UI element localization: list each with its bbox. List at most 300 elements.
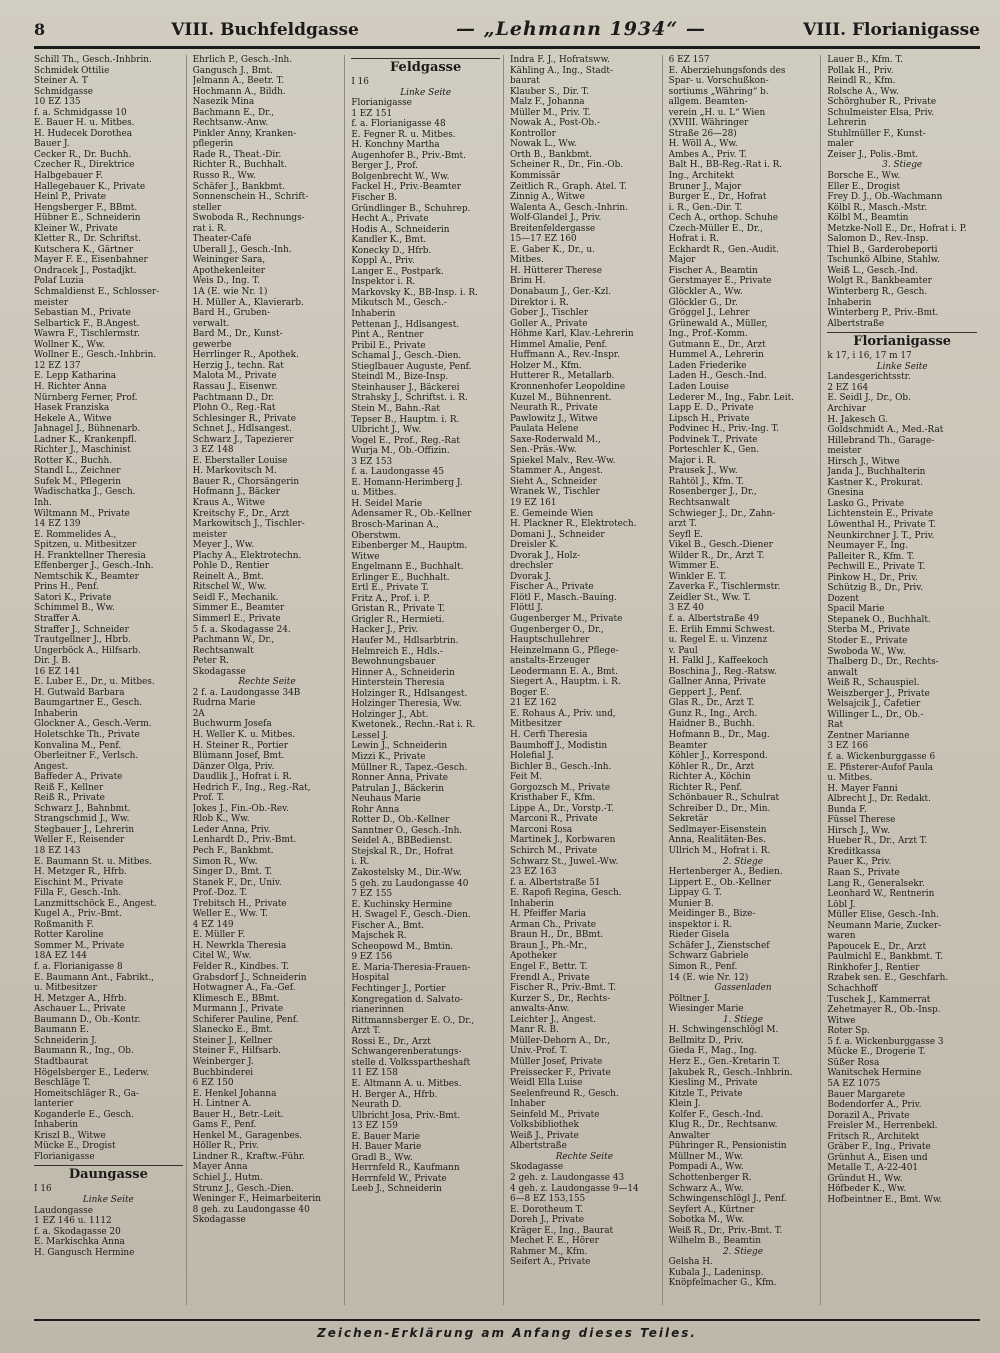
directory-entry: E. Erlih Emmi Schwest. [668,624,776,635]
directory-entry: Steiner J., Kellner [192,1035,273,1046]
directory-entry: Pachmann W., Dr., [192,635,275,646]
directory-entry: Schreiber D., Dr., Min. [668,803,771,814]
directory-entry: Holzer M., Kfm. [510,360,582,371]
directory-entry: Augenhofer B., Priv.-Bmt. [351,150,466,161]
directory-entry: Beamter [668,740,708,751]
directory-entry: Rahtöl J., Kfm. T. [668,476,744,487]
directory-entry: Schäfer J., Bankbmt. [192,181,286,192]
directory-entry: Baumann R., Ing., Ob. [34,1046,134,1057]
directory-entry: arzt T. [668,519,697,530]
directory-entry: Huffmann A., Rev.-Inspr. [510,350,620,361]
directory-entry: Straße 26—28) [668,128,737,139]
directory-entry: Höfbeder K., Ww. [827,1184,907,1195]
directory-entry: Fritsch R., Architekt [827,1131,920,1142]
directory-entry: Straffer A. [34,613,82,624]
directory-entry: Leichter J., Angest. [510,1014,596,1025]
directory-entry: anstalts-Erzeuger [510,656,590,667]
directory-entry: Schill Th., Gesch.-Inhbrin. [34,55,152,65]
directory-entry: Stammer A., Angest. [510,466,603,477]
directory-entry: Donabaum J., Ger.-Kzl. [510,287,612,298]
directory-entry: Schneiderin J. [34,1035,97,1046]
directory-entry: H. Gutwald Barbara [34,687,125,698]
directory-entry: Gründlinger B., Schuhrep. [351,203,471,214]
directory-entry: Köhler R., Dr., Arzt [668,761,755,772]
directory-entry: Paulata Helene [510,424,579,435]
directory-entry: Holefial J. [510,751,554,762]
directory-entry: Kölbl M., Beamtin [827,213,909,224]
directory-entry: Russo R., Ww. [192,171,256,182]
directory-entry: Selbartick F., B.Angest. [34,318,140,329]
directory-entry: 11 EZ 158 [351,1068,398,1079]
directory-entry: Müller-Dehorn A., Dr., [510,1035,611,1046]
directory-entry: Inhaberin [34,708,78,719]
directory-entry: Heinl P., Private [34,192,107,203]
directory-entry: Wiesinger Marie [668,1004,744,1015]
directory-entry: Zeitlich R., Graph. Atel. T. [510,181,627,192]
directory-entry: Hacker J., Priv. [351,625,419,636]
directory-entry: Linke Seite [82,1194,134,1205]
directory-entry: Schwarz St., Juwel.-Ww. [510,856,619,867]
directory-entry: Leonhard W., Rentnerin [827,889,935,900]
directory-entry: Hedrich F., Ing., Reg.-Rat, [192,782,311,793]
directory-entry: Siegert A., Hauptm. i. R. [510,677,621,688]
directory-entry: Thiel B., Garderobeporti [827,244,938,255]
directory-entry: Nürnberg Ferner, Prof. [34,392,138,403]
directory-entry: Saxe-Roderwald M., [510,434,601,445]
directory-entry: Pechwill E., Private T. [827,562,926,573]
directory-entry: drechsler [510,561,553,572]
directory-entry: Hofbeintner E., Bmt. Ww. [827,1194,943,1205]
directory-entry: Kastner K., Prokurat. [827,477,924,488]
directory-entry: Reiß F., Kellner [34,782,104,793]
directory-entry: Lenhardt D., Priv.-Bmt. [192,835,297,846]
directory-entry: Nemtschik K., Beamter [34,571,139,582]
directory-entry: Zakostelsky M., Dir.-Ww. [351,868,463,879]
directory-entry: E. Bauer Marie [351,1131,421,1142]
directory-entry: Pettenan J., Hdlsangest. [351,319,460,330]
directory-entry: Müllner M., Ww. [668,1151,744,1162]
directory-entry: Buchwurm Josefa [192,719,272,730]
directory-entry: Prof. T. [192,793,225,804]
directory-entry: Winterberg P., Priv.-Bmt. [827,308,939,319]
directory-entry: Ambes A., Priv. T. [668,149,747,160]
directory-entry: Mitbesitzer [510,719,562,730]
directory-entry: Mitbes. [510,255,544,266]
directory-entry: Glas R., Dr., Arzt T. [668,698,755,709]
directory-entry: Glöckler G., Dr. [668,297,738,308]
directory-entry: Richter R., Penf. [668,782,743,793]
directory-entry: Stuhlmüller F., Kunst- [827,128,926,139]
directory-entry: H. Pfeiffer Maria [510,909,587,920]
directory-entry: Bruner J., Major [668,181,742,192]
directory-entry: Weiszberger J., Private [827,688,930,699]
directory-entry: Sedlmayer-Eisenstein [668,824,767,835]
directory-entry: Salomon D., Rev.-Insp. [827,234,929,245]
directory-entry: E. Gaber K., Dr., u. [510,244,595,255]
directory-entry: Laden H., Gesch.-Ind. [668,371,767,382]
directory-entry: f. a. Florianigasse 48 [351,119,446,130]
directory-entry: k 17, i 16, 17 m 17 [827,351,912,362]
directory-entry: Herzig J., techn. Rat [192,360,284,371]
directory-entry: Lessel J. [351,730,389,741]
directory-entry: Weinberger J. [192,1056,254,1067]
directory-entry: Boger E. [510,687,550,698]
directory-entry: Stejskal R., Dr., Hofrat [351,846,454,857]
directory-entry: Florianigasse [34,1151,95,1162]
directory-entry: Bauer H., Betr.-Leit. [192,1109,284,1120]
directory-entry: Flöttl J. [510,603,543,614]
directory-entry: Baumhoff J., Modistin [510,740,608,751]
directory-entry: Bauer Margarete [827,1089,906,1100]
directory-entry: Plohn O., Reg.-Rat [192,403,276,414]
directory-entry: Kletter R., Dr. Schriftst. [34,234,141,245]
directory-entry: Aschauer L., Private [34,1004,126,1015]
directory-column-5 [669,55,822,1305]
directory-entry: Dvorak J. [510,571,551,582]
directory-entry: Pollak H., Priv. [827,65,894,76]
directory-entry: Strangschmid J., Ww. [34,814,130,825]
directory-entry: Braun H., Dr., BBmt. [510,930,604,941]
directory-entry: Prof.-Doz. T. [192,888,248,899]
directory-entry: Rechte Seite [238,677,296,688]
directory-entry: H. Newrkla Theresia [192,940,287,951]
directory-entry: Rade R., Theat.-Dir. [192,149,282,160]
directory-entry: 21 EZ 162 [510,698,557,709]
directory-entry: H. Plackner R., Elektrotech. [510,519,637,530]
directory-entry: H. Gangusch Hermine [34,1247,135,1258]
directory-entry: Kristhaber F., Kfm. [510,793,596,804]
directory-entry: (XVIII. Währinger [668,118,749,129]
directory-entry: H. Metzger A., Hfrb. [34,993,127,1004]
directory-entry: steller [192,202,222,213]
directory-entry: Goller A., Private [510,318,588,329]
directory-entry: Schäfer J., Zienstschef [668,940,770,951]
directory-entry: Gutmann E., Dr., Arzt [668,339,766,350]
directory-entry: Hinner A., Schneiderin [351,667,455,678]
directory-entry: 18 EZ 143 [34,846,81,857]
directory-entry: Weller F., Reisender [34,835,125,846]
directory-entry: Welsajcik J., Cafetier [827,699,921,710]
directory-entry: E. Gemeinde Wien [510,508,594,519]
directory-entry: 6—8 EZ 153,155 [510,1194,586,1205]
directory-entry: Eckhardt R., Gen.-Audit. [668,244,779,255]
directory-entry: Löbl J. [827,899,856,910]
directory-entry: Ulbricht J., Ww. [351,425,422,436]
directory-entry: Wadischatka J., Gesch. [34,487,136,498]
directory-entry: Reiß R., Private [34,793,105,804]
directory-entry: Domani J., Schneider [510,529,605,540]
directory-entry: Kwetonek., Rechn.-Rat i. R. [351,720,476,731]
directory-entry: Palleiter R., Kfm. T. [827,551,915,562]
directory-entry: Wimmer E. [668,561,719,572]
directory-entry: 6 EZ 157 [668,55,710,65]
directory-entry: Raan S., Private [827,868,900,879]
page-header [34,18,980,49]
directory-entry: Kreditkassa [827,846,881,857]
directory-entry: H. Markovitsch M. [192,466,277,477]
directory-entry: Schmaldienst E., Schlosser- [34,287,160,298]
directory-entry: Högelsberger E., Lederw. [34,1067,150,1078]
directory-entry: Klein J. [668,1099,701,1110]
directory-entry: Spiekel Malv., Rev.-Ww. [510,455,616,466]
directory-entry: Hinterstein Theresia [351,678,445,689]
directory-entry: H. Bauer Marie [351,1142,422,1153]
directory-entry: stelle d. Volksspartheshaft [351,1057,471,1068]
directory-entry: Herz E., Gen.-Kretarin T. [668,1056,781,1067]
directory-entry: Freisler M., Herrenbekl. [827,1121,938,1132]
directory-entry: Neumann Marie, Zucker- [827,920,942,931]
directory-entry: Laudongasse [34,1205,93,1216]
directory-entry: Süßer Rosa [827,1057,880,1068]
directory-entry: Spacil Marie [827,604,885,615]
directory-entry: Himmel Amalie, Penf. [510,339,608,350]
directory-entry: Kölbl R., Masch.-Mstr. [827,202,928,213]
directory-entry: Janda J., Buchhalterin [827,467,926,478]
directory-entry: Rossi E., Dr., Arzt [351,1036,431,1047]
directory-entry: Gräber F., Ing., Private [827,1142,931,1153]
directory-entry: Murmann J., Private [192,1004,284,1015]
directory-entry: Pint A., Rentner [351,330,424,341]
directory-entry: Pompadi A., Ww. [668,1162,744,1173]
directory-entry: 14 EZ 139 [34,519,81,530]
directory-entry: Henkel M., Garagenbes. [192,1130,303,1141]
directory-entry: Lewin J., Schneiderin [351,741,448,752]
directory-entry: Czecher R., Direktrice [34,160,135,171]
directory-entry: Seinfeld M., Private [510,1109,600,1120]
directory-entry: Rotter D., Ob.-Kellner [351,815,450,826]
directory-entry: Glockner A., Gesch.-Verm. [34,719,152,730]
directory-entry: f. a. Schmidgasse 10 [34,107,127,118]
directory-entry: Hauptschullehrer [510,635,590,646]
directory-entry: Ronner Anna, Private [351,773,449,784]
directory-entry: Winterberg R., Gesch. [827,287,928,298]
directory-entry: Herrnfeld R., Kaufmann [351,1163,460,1174]
directory-entry: Burger E., Dr., Hofrat [668,192,767,203]
directory-entry: Arzt T. [351,1026,381,1037]
directory-entry: Scheiner R., Dr., Fin.-Ob. [510,160,624,171]
directory-entry: Schwarz A., Ww. [668,1183,744,1194]
directory-entry: Skodagasse [192,1215,246,1226]
directory-entry: Seidl F., Mechanik. [192,592,279,603]
directory-entry: E. Fegner R. u. Mitbes. [351,129,456,140]
directory-entry: Schützig B., Dr., Priv. [827,583,924,594]
directory-entry: Direktor i. R. [510,297,569,308]
directory-entry: Überall J., Gesch.-Inh. [192,244,292,255]
directory-entry: inspektor i. R. [668,919,733,930]
directory-entry: Sufek M., Pflegerin [34,476,121,487]
directory-entry: E. Rommelides A., [34,529,117,540]
directory-entry: Schwieger J., Dr., Zahn- [668,508,776,519]
directory-entry: Engelmann E., Buchhalt. [351,562,464,573]
directory-entry: Reindl R., Kfm. [827,76,896,87]
directory-entry: Sebastian M., Private [34,308,131,319]
directory-entry: Arman Ch., Private [510,919,597,930]
directory-entry: E. Baumann St. u. Mitbes. [34,856,153,867]
directory-entry: Prausek J., Ww. [668,466,738,477]
directory-entry: Univ.-Prof. T. [510,1046,568,1057]
directory-entry: Hengsberger F., BBmt. [34,202,138,213]
directory-entry: Bunda F. [827,804,867,815]
directory-entry: Bellmitz D., Priv. [668,1035,744,1046]
directory-entry: Wolgt R., Bankbeamter [827,276,932,287]
directory-entry: meister [34,297,69,308]
directory-entry: Dreisler K. [510,540,559,551]
directory-entry: Oberstwm. [351,530,401,541]
directory-entry: Gründut H., Ww. [827,1173,903,1184]
directory-entry: Pinkow H., Dr., Priv. [827,572,918,583]
directory-entry: Hirsch J., Ww. [827,825,891,836]
directory-entry: Pachtmann D., Dr. [192,392,275,403]
directory-entry: 10 EZ 135 [34,97,81,108]
directory-entry: H. Mayer Fanni [827,783,898,794]
directory-entry: Stanek F., Dr., Univ. [192,877,282,888]
directory-entry: Tuschek J., Kammerrat [827,994,931,1005]
directory-entry: Neurath R., Private [510,403,598,414]
directory-entry: Seelenfreund R., Gesch. [510,1088,619,1099]
directory-entry: Holzinger Theresia, Ww. [351,699,462,710]
directory-entry: Kraus A., Witwe [192,497,266,508]
directory-entry: Gugenberger O., Dr., [510,624,604,635]
directory-entry: Swoboda R., Rechnungs- [192,213,305,224]
directory-entry: Rinkhofer J., Rentier [827,962,920,973]
directory-entry: Gröggel J., Lehrer [668,308,750,319]
directory-entry: Schiferer Pauline, Penf. [192,1014,299,1025]
directory-entry: Brim H. [510,276,546,287]
directory-entry: Weininger Sara, [192,255,266,266]
directory-entry: Pühringer R., Pensionistin [668,1141,787,1152]
directory-entry: Hospital [351,973,390,984]
directory-entry: Schwarz J., Bahnbmt. [34,803,131,814]
directory-entry: Pöltner J. [668,993,710,1004]
directory-entry: 6 EZ 150 [192,1078,234,1089]
directory-entry: Gober J., Tischler [510,308,589,319]
directory-entry: 1. Stiege [723,1014,763,1025]
directory-entry: Rahmer M., Kfm. [510,1246,588,1257]
directory-entry: lanterier [34,1099,74,1110]
directory-entry: Gassenladen [714,983,772,994]
directory-entry: Richter A., Köchin [668,772,751,783]
directory-entry: 7 EZ 155 [351,889,393,900]
directory-entry: Daungasse [34,1165,183,1184]
directory-entry: Rat [827,720,844,731]
directory-entry: Müller M., Priv. T. [510,107,591,118]
directory-entry: Lichtenstein E., Private [827,509,934,520]
directory-entry: E. Seidl J., Dr., Ob. [827,393,911,404]
directory-entry: Kutschera K., Gärtner [34,244,134,255]
directory-entry: Rassau J., Eisenwr. [192,381,278,392]
directory-entry: Müller Elise, Gesch.-Inh. [827,910,939,921]
directory-entry: Rechte Seite [555,1151,613,1162]
footer-note: Zeichen-Erklärung am Anfang dieses Teiles. [34,1319,980,1347]
directory-entry: Hotwagner A., Fa.-Gef. [192,983,296,994]
directory-entry: Metalle T., A-22-401 [827,1163,918,1174]
directory-entry: Hueber R., Dr., Arzt T. [827,836,928,847]
directory-entry: Feldgasse [351,58,500,77]
directory-entry: Lasko G., Private [827,498,905,509]
directory-entry: Herrlinger R., Apothek. [192,350,299,361]
directory-entry: Simmer E., Beamter [192,603,285,614]
directory-entry: H. Hütterer Therese [510,265,602,276]
directory-entry: Reinelt A., Bmt. [192,571,264,582]
directory-entry: 1A (E. wie Nr. 1) [192,287,268,298]
directory-entry: Lehrerin [827,118,867,129]
directory-entry: Stadtbaurat [34,1056,88,1067]
directory-entry: Glöckler A., Ww. [668,287,743,298]
directory-entry: Schlesinger R., Private [192,413,296,424]
directory-entry: E. Rapofi Regina, Gesch. [510,888,622,899]
directory-entry: Bachmann E., Dr., [192,107,275,118]
directory-entry: Mayer F. E., Eisenbahner [34,255,148,266]
directory-entry: E. Maria-Theresia-Frauen- [351,962,471,973]
directory-entry: Gams F., Penf. [192,1120,257,1131]
directory-entry: Hofmann B., Dr., Mag. [668,730,770,740]
directory-entry: Konvalina M., Penf. [34,740,122,751]
header-center-title: — „Lehmann 1934“ — [456,18,706,40]
directory-entry: E. Pfisterer-Aufof Paula [827,762,934,773]
directory-entry: Cecker R., Dr. Buchh. [34,149,132,160]
directory-entry: i. R., Gen.-Dir. T. [668,202,743,213]
directory-entry: Lauer B., Kfm. T. [827,55,903,65]
directory-entry: Fischer B. [351,193,398,204]
directory-entry: Simmerl E., Private [192,613,281,624]
directory-entry: Schiel J., Hutm. [192,1172,263,1183]
directory-entry: i. R. [351,857,370,868]
directory-entry: Hodis A., Schneiderin [351,224,450,235]
directory-entry: Marconi R., Private [510,814,598,825]
directory-entry: Bolgenbrecht W., Ww. [351,171,450,182]
directory-entry: Roter Sp. [827,1026,870,1037]
directory-entry: Witwe [351,551,380,562]
directory-entry: Lippe A., Dr., Vorstp.-T. [510,803,614,814]
directory-entry: Steinhauser J., Bäckerei [351,382,460,393]
directory-entry: Frendl A., Private [510,972,590,983]
directory-entry: Doreh J., Private [510,1215,584,1226]
directory-entry: Feit M. [510,772,543,783]
directory-entry: Beschläge T. [34,1078,91,1089]
directory-entry: Goldschmidt A., Med.-Rat [827,425,944,436]
directory-entry: H. Lintner A. [192,1099,252,1110]
directory-entry: Gieda F., Mag., Ing. [668,1046,758,1057]
directory-entry: Scheopowd M., Bmtin. [351,941,454,952]
directory-entry: Weiß J., Private [510,1130,579,1141]
directory-entry: 5 geh. zu Laudongasse 40 [351,878,469,889]
directory-entry: maler [827,139,854,150]
directory-entry: Slanecko E., Bmt. [192,1025,273,1036]
directory-entry: Zeidler St., Ww. T. [668,592,751,603]
directory-entry: verwalt. [192,318,230,329]
directory-entry: Müller Josef, Private [510,1056,603,1067]
directory-entry: Mikutsch M., Gesch.- [351,298,447,309]
directory-entry: 3 EZ 40 [668,603,704,614]
directory-entry: Halbgebauer F. [34,171,104,182]
directory-entry: Florianigasse [827,332,977,351]
directory-entry: H. Konchny Martha [351,140,440,151]
directory-entry: Mayer Anna [192,1162,248,1173]
directory-entry: Löwenthal H., Private T. [827,519,936,530]
directory-entry: Zinnig A., Witwe [510,192,585,203]
directory-entry: Schwangerenberatungs- [351,1047,462,1058]
directory-entry: Rotter Karoline [34,930,104,941]
directory-entry: Trautgellner J., Hbrb. [34,635,131,646]
directory-entry: Fritz A., Prof. i. P. [351,593,431,604]
directory-entry: Inhaberin [827,297,872,308]
directory-entry: Laden Friederike [668,360,747,371]
directory-entry: E. Kuchinsky Hermine [351,899,453,910]
directory-entry: Metzke-Noll E., Dr., Hofrat i. P. [827,223,967,234]
directory-entry: u. Mitbesitzer [34,983,97,994]
directory-entry: Seifert A., Private [510,1257,591,1268]
directory-entry: Rosenberger J., Dr., [668,487,757,498]
